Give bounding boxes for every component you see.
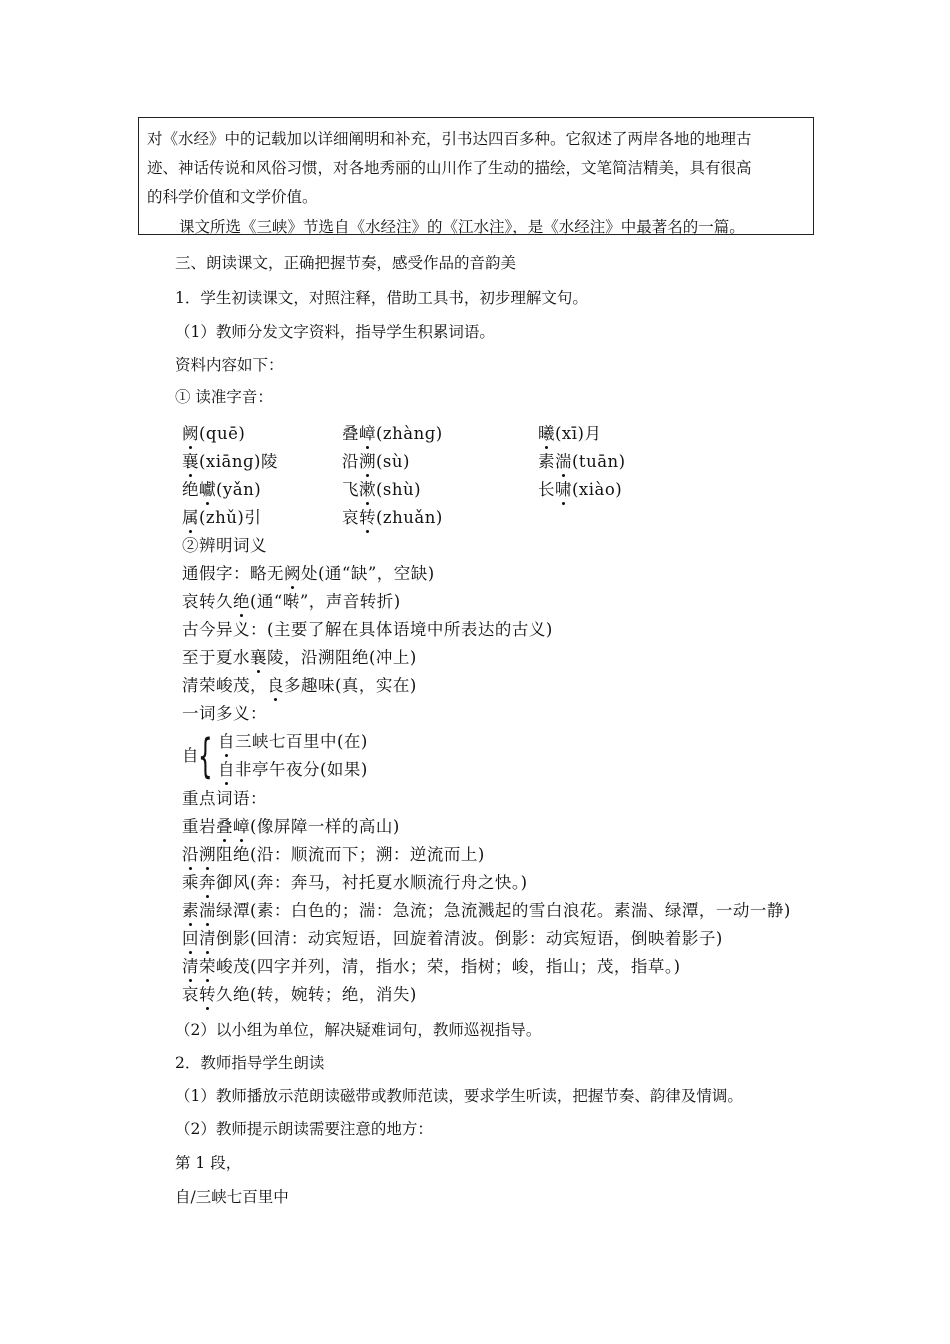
gujin-1: 至于夏水襄陵，沿溯阻绝(冲上) bbox=[182, 644, 417, 668]
pron-que: 阙(quē) bbox=[182, 420, 245, 444]
step1-1: （1）教师分发文字资料，指导学生积累词语。 bbox=[175, 323, 495, 341]
pron-zhuan: 哀转(zhuǎn) bbox=[342, 504, 443, 528]
reading-1: 自/三峡七百里中 bbox=[175, 1188, 289, 1206]
tongjia-line: 通假字：略无阙处(通“缺”，空缺) bbox=[182, 560, 435, 584]
step1: 1．学生初读课文，对照注释，借助工具书，初步理解文句。 bbox=[175, 289, 588, 307]
key-5: 回清倒影(回清：动宾短语，回旋着清波。倒影：动宾短语，倒映着影子) bbox=[182, 925, 723, 949]
pron-xi: 曦(xī)月 bbox=[538, 420, 601, 444]
box-line-2: 迹、神话传说和风俗习惯，对各地秀丽的山川作了生动的描绘，文笔简洁精美，具有很高 bbox=[147, 159, 752, 177]
key-6: 清荣峻茂(四字并列，清，指水；荣，指树；峻，指山；茂，指草。) bbox=[182, 953, 681, 977]
pron-zhu: 属(zhǔ)引 bbox=[182, 504, 261, 528]
step2-2: （2）教师提示朗读需要注意的地方： bbox=[175, 1120, 433, 1138]
key-2: 沿溯阻绝(沿：顺流而下；溯：逆流而上) bbox=[182, 841, 485, 865]
gujin-2: 清荣峻茂，良多趣味(真，实在) bbox=[182, 672, 417, 696]
key-1: 重岩叠嶂(像屏障一样的高山) bbox=[182, 813, 400, 837]
pron-shu: 飞漱(shù) bbox=[342, 476, 421, 500]
key-heading: 重点词语： bbox=[182, 789, 267, 808]
pron-su: 沿溯(sù) bbox=[342, 448, 410, 472]
key-4: 素湍绿潭(素：白色的；湍：急流；急流溅起的雪白浪花。素湍、绿潭，一动一静) bbox=[182, 897, 791, 921]
intro-box bbox=[138, 117, 814, 235]
gujin-heading: 古今异义：(主要了解在具体语境中所表达的古义) bbox=[182, 620, 553, 639]
pron-xiao: 长啸(xiào) bbox=[538, 476, 622, 500]
material-intro: 资料内容如下： bbox=[175, 356, 284, 374]
tongjia-line-2: 哀转久绝(通“啭”，声音转折) bbox=[182, 588, 401, 612]
para1-label: 第 1 段， bbox=[175, 1154, 242, 1172]
pron-yan: 绝巘(yǎn) bbox=[182, 476, 261, 500]
yiduo-1: 自三峡七百里中(在) bbox=[218, 728, 368, 752]
pron-xiang: 襄(xiānɡ)陵 bbox=[182, 448, 278, 472]
yiduo-heading: 一词多义： bbox=[182, 704, 267, 723]
section3-title: 三、朗读课文，正确把握节奏，感受作品的音韵美 bbox=[175, 254, 517, 272]
yiduo-2: 自非亭午夜分(如果) bbox=[218, 756, 368, 780]
step2-1: （1）教师播放示范朗读磁带或教师范读，要求学生听读，把握节奏、韵律及情调。 bbox=[175, 1087, 743, 1105]
box-line-1: 对《水经》中的记载加以详细阐明和补充，引书达四百多种。它叙述了两岸各地的地理古 bbox=[147, 130, 752, 148]
pron-tuan: 素湍(tuān) bbox=[538, 448, 626, 472]
step1-2: （2）以小组为单位，解决疑难词句，教师巡视指导。 bbox=[175, 1021, 542, 1039]
key-3: 乘奔御风(奔：奔马，衬托夏水顺流行舟之快。) bbox=[182, 869, 528, 893]
pron-heading: ① 读准字音： bbox=[175, 388, 273, 406]
box-line-3: 的科学价值和文学价值。 bbox=[147, 188, 318, 206]
brace: { bbox=[198, 729, 213, 783]
key-7: 哀转久绝(转，婉转；绝，消失) bbox=[182, 981, 417, 1005]
box-line-4: 课文所选《三峡》节选自《水经注》的《江水注》，是《水经注》中最著名的一篇。 bbox=[179, 218, 745, 236]
step2: 2．教师指导学生朗读 bbox=[175, 1054, 325, 1072]
pron-diezhang: 叠嶂(zhànɡ) bbox=[342, 420, 443, 444]
meaning-heading: ②辨明词义 bbox=[182, 536, 267, 555]
yiduo-word: 自 bbox=[182, 746, 199, 765]
